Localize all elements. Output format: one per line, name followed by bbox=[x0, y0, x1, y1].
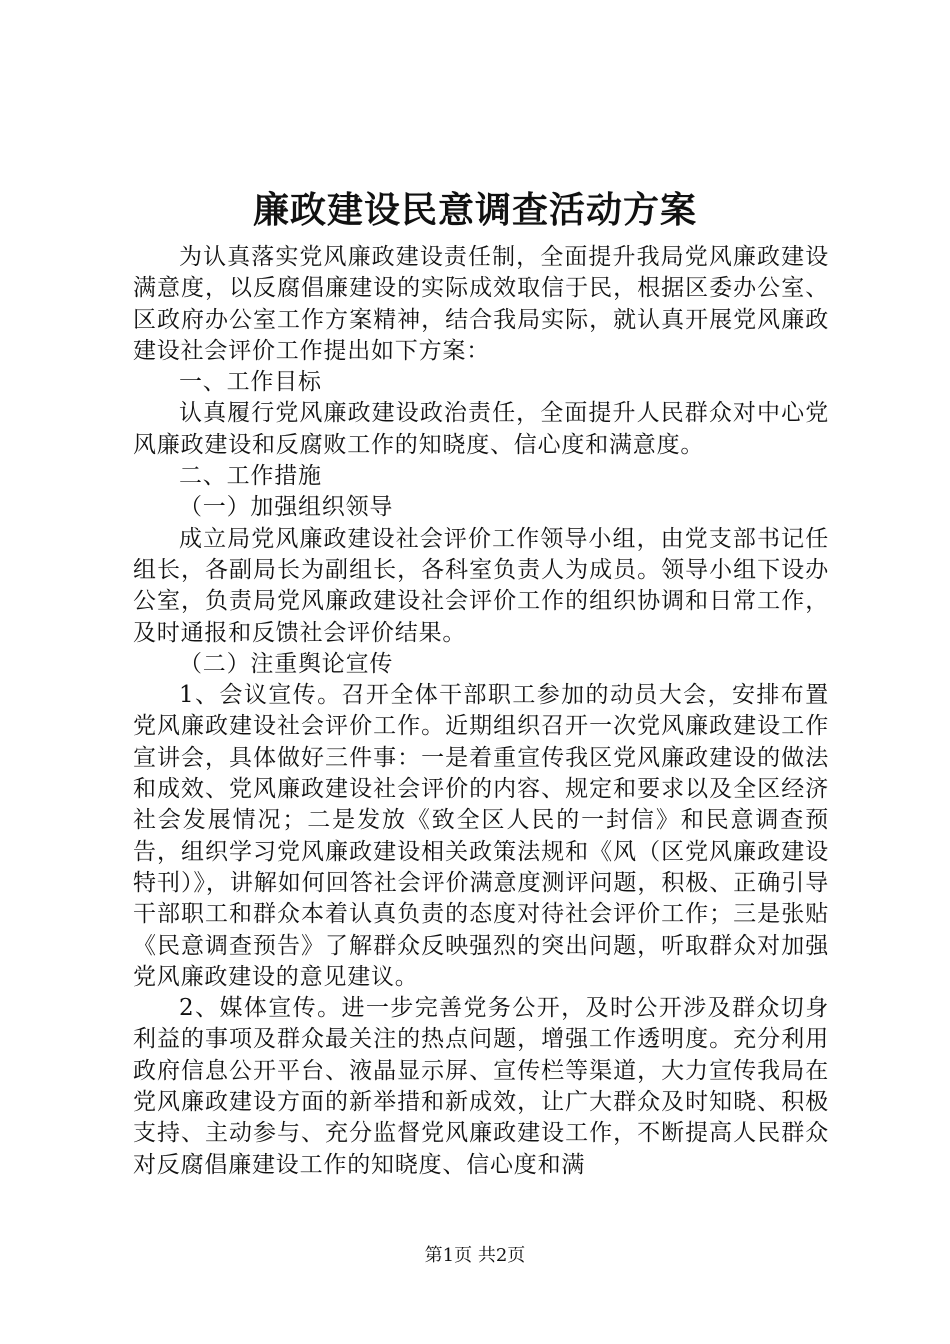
media-publicity-paragraph: 2、媒体宣传。进一步完善党务公开，及时公开涉及群众切身利益的事项及群众最关注的热点问题，增强工作透明度。充分利用政府信息公开平台、液晶显示屏、宣传栏等渠道，大力宣传我局在党风廉政建设方面的新举措和新成效，让广大群众及时知晓、积极支持、主动参与、充分监督党风廉政建设工作，不断提高人民群众对反腐倡廉建设工作的知晓度、信心度和满 bbox=[133, 995, 829, 1178]
document-body bbox=[133, 242, 829, 1181]
subsection-heading-publicity: （二）注重舆论宣传 bbox=[179, 650, 394, 677]
section-heading-goals: 一、工作目标 bbox=[179, 369, 322, 396]
goals-paragraph: 认真履行党风廉政建设政治责任，全面提升人民群众对中心党风廉政建设和反腐败工作的知晓度、信心度和满意度。 bbox=[133, 400, 829, 458]
intro-paragraph: 为认真落实党风廉政建设责任制，全面提升我局党风廉政建设满意度，以反腐倡廉建设的实际成效取信于民，根据区委办公室、区政府办公室工作方案精神，结合我局实际，就认真开展党风廉政建设社会评价工作提出如下方案： bbox=[133, 244, 829, 364]
section-heading-measures: 二、工作措施 bbox=[179, 463, 322, 490]
meeting-publicity-paragraph: 1、会议宣传。召开全体干部职工参加的动员大会，安排布置党风廉政建设社会评价工作。近期组织召开一次党风廉政建设工作宣讲会，具体做好三件事：一是着重宣传我区党风廉政建设的做法和成效、党风廉政建设社会评价的内容、规定和要求以及全区经济社会发展情况；二是发放《致全区人民的一封信》和民意调查预告，组织学习党风廉政建设相关政策法规和《风（区党风廉政建设特刊）》，讲解如何回答社会评价满意度测评问题，积极、正确引导干部职工和群众本着认真负责的态度对待社会评价工作；三是张贴《民意调查预告》了解群众反映强烈的突出问题，听取群众对加强党风廉政建设的意见建议。 bbox=[133, 682, 829, 990]
organization-paragraph: 成立局党风廉政建设社会评价工作领导小组，由党支部书记任组长，各副局长为副组长，各科室负责人为成员。领导小组下设办公室，负责局党风廉政建设社会评价工作的组织协调和日常工作，及时通报和反馈社会评价结果。 bbox=[133, 525, 829, 646]
subsection-heading-organization: （一）加强组织领导 bbox=[179, 494, 394, 521]
document-title: 廉政建设民意调查活动方案 bbox=[252, 189, 697, 231]
page-number-footer: 第1页 共2页 bbox=[424, 1245, 526, 1266]
